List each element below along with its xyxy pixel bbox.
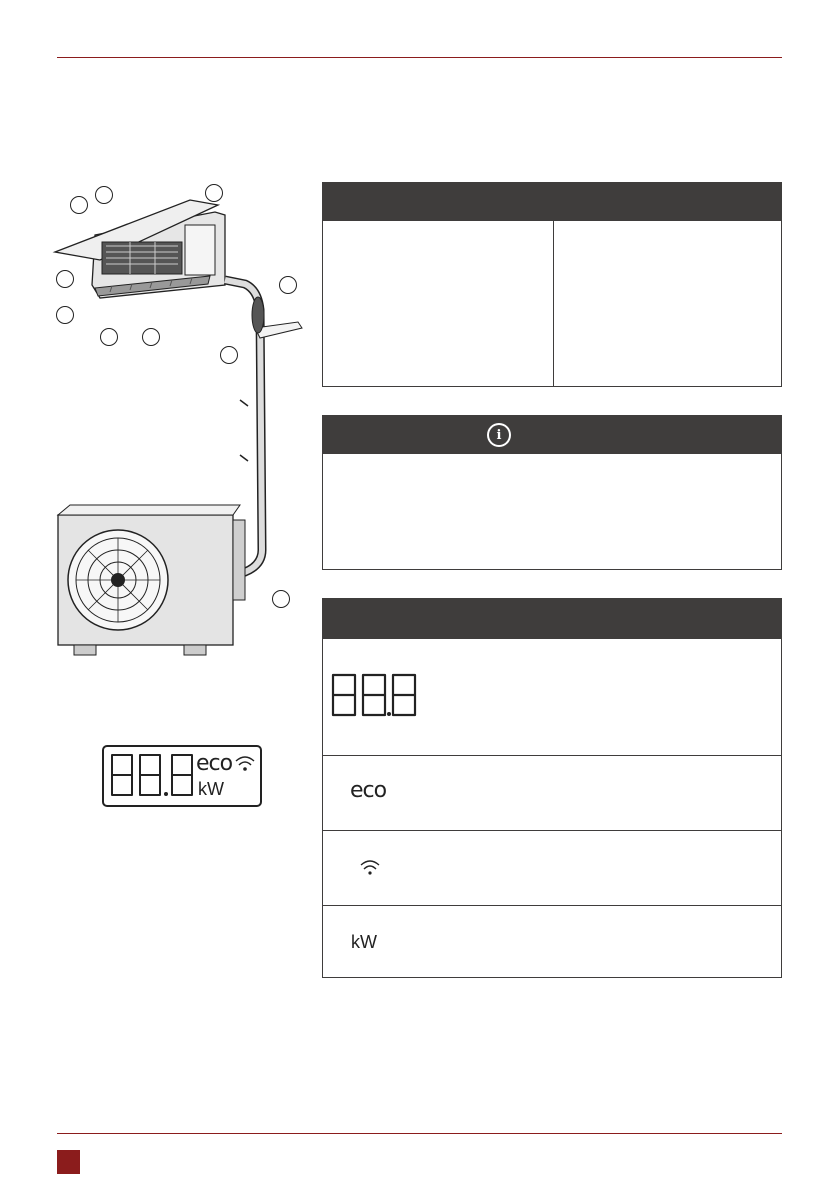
callout-circle (205, 184, 223, 202)
components-table (322, 182, 782, 387)
column-divider (553, 183, 554, 386)
eco-symbol: eco (350, 778, 387, 803)
page-marker (57, 1150, 80, 1174)
display-symbols-table (322, 598, 782, 978)
callout-circle (142, 328, 160, 346)
air-conditioner-illustration (40, 180, 310, 660)
kw-symbol: kW (351, 932, 377, 952)
ac-units-drawing (40, 180, 310, 660)
unit-label: kW (198, 779, 224, 799)
info-icon: i (487, 423, 511, 447)
callout-circle (56, 270, 74, 288)
callout-circle (100, 328, 118, 346)
wifi-icon (359, 859, 381, 877)
info-box (322, 415, 782, 570)
display-panel (102, 745, 262, 807)
eco-label: eco (196, 751, 233, 776)
callout-circle (56, 306, 74, 324)
callout-circle (279, 276, 297, 294)
callout-circle (220, 346, 238, 364)
table-row (323, 830, 781, 906)
callout-circle (95, 186, 113, 204)
wifi-icon (234, 755, 256, 773)
callout-circle (272, 590, 290, 608)
table-row (323, 639, 781, 755)
table-header (323, 183, 781, 221)
info-box-header (323, 416, 781, 454)
header-rule (57, 57, 782, 58)
digits-symbol-icon (329, 673, 419, 717)
table-header (323, 599, 781, 639)
footer-rule (57, 1133, 782, 1134)
table-row (323, 905, 781, 979)
table-row (323, 755, 781, 831)
callout-circle (70, 196, 88, 214)
